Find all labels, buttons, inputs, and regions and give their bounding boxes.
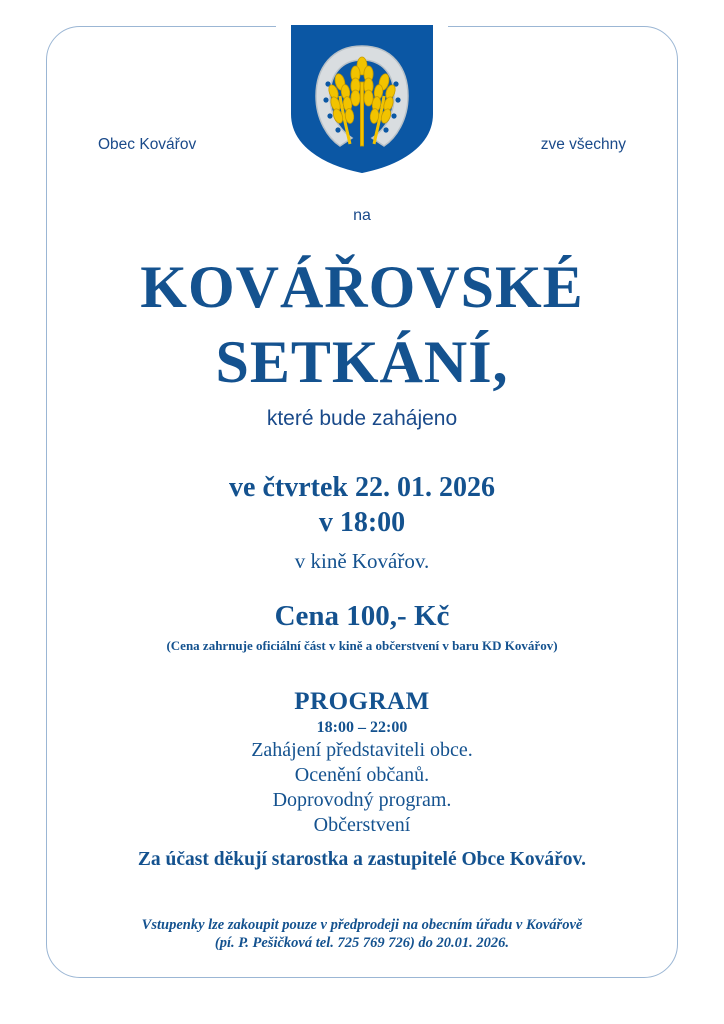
event-time: v 18:00 xyxy=(318,507,406,538)
program-item: Občerstvení xyxy=(313,814,411,836)
event-venue: v kině Kovářov. xyxy=(294,549,430,573)
ticket-info-line1: Vstupenky lze zakoupit pouze v předprodeji na obecním úřadu v Kovářově xyxy=(141,917,583,933)
program-list xyxy=(46,738,678,838)
event-price-note: (Cena zahrnuje oficiální část v kině a občerstvení v baru KD Kovářov) xyxy=(166,638,558,653)
thanks-note: Za účast děkují starostka a zastupitelé Obce Kovářov. xyxy=(137,849,587,870)
event-price: Cena 100,- Kč xyxy=(274,600,450,632)
program-item: Zahájení představiteli obce. xyxy=(251,739,473,761)
event-date: ve čtvrtek 22. 01. 2026 xyxy=(229,472,495,503)
organizer-label: Obec Kovářov xyxy=(98,136,197,153)
invitation-label: zve všechny xyxy=(540,136,626,153)
event-title-line2: SETKÁNÍ, xyxy=(215,329,509,395)
header-row xyxy=(46,136,678,154)
preposition-na: na xyxy=(353,207,371,224)
event-title-line1: KOVÁŘOVSKÉ xyxy=(140,254,584,320)
event-subtitle: které bude zahájeno xyxy=(266,407,458,430)
program-time: 18:00 – 22:00 xyxy=(316,719,408,736)
program-heading: PROGRAM xyxy=(294,688,430,715)
ticket-info xyxy=(46,916,678,952)
ticket-info-line2: (pí. P. Pešičková tel. 725 769 726) do 20.01. 2026. xyxy=(214,935,510,952)
event-datetime xyxy=(46,470,678,540)
program-item: Doprovodný program. xyxy=(272,789,452,811)
event-title xyxy=(46,250,678,400)
program-item: Ocenění občanů. xyxy=(294,764,430,786)
